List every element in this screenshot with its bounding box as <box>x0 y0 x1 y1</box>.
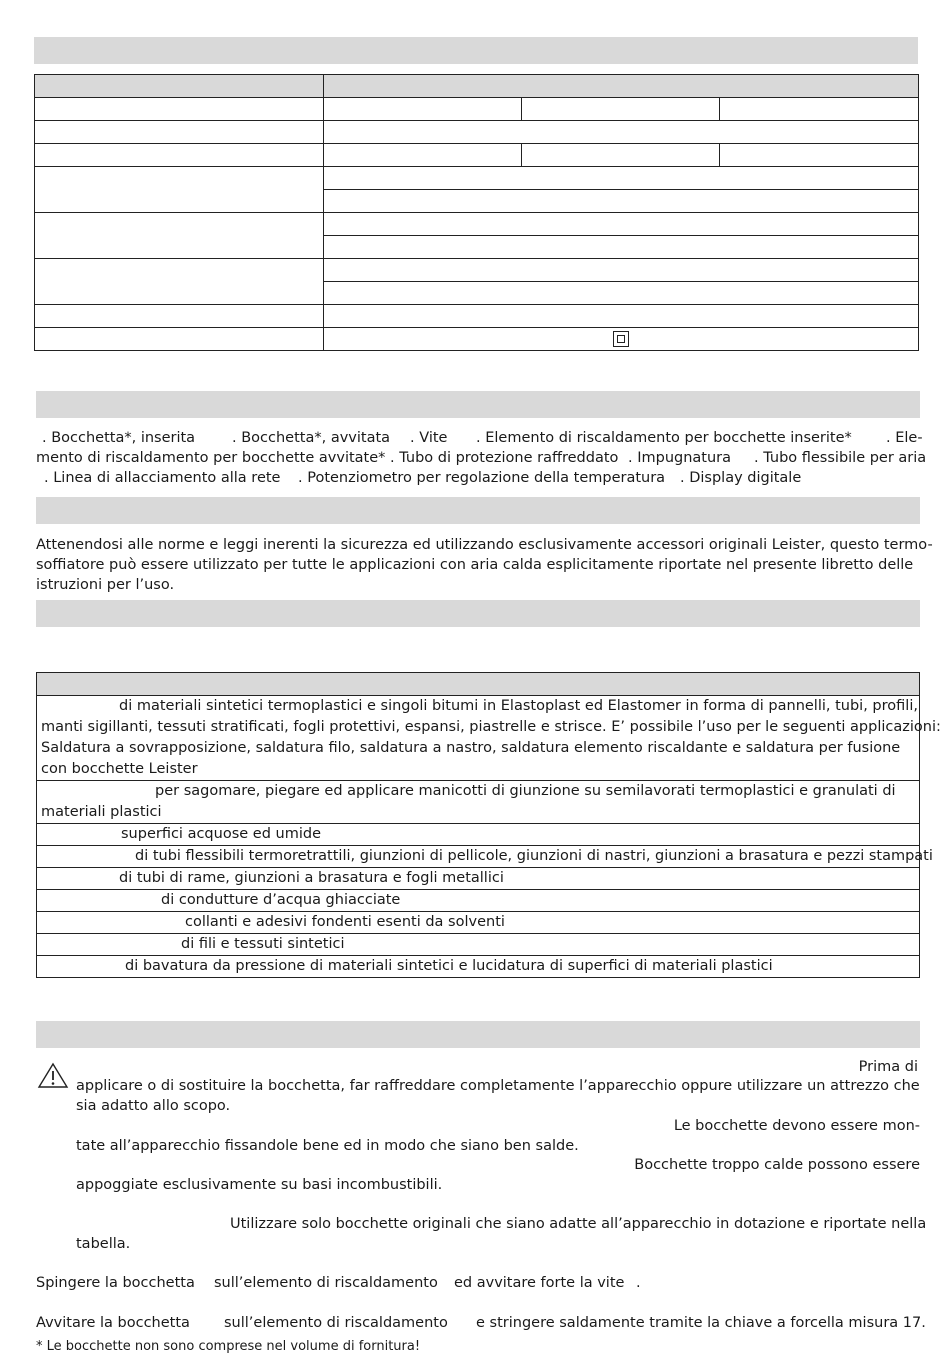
table-row <box>35 121 919 144</box>
table-row: di materiali sintetici termoplastici e singoli bitumi in Elastoplast ed Elastomer in forma di pannelli, tubi, profili, manti sigillanti, tessuti stratificati, fogli protettivi, espansi, piastrelle e strisce. E’ possibile l’uso per le seguenti applicazioni: Saldatura a sovrapposizione, saldatura filo, saldatura a nastro, saldatura elemento riscaldante e saldatura per fusione con bocchette Leister <box>37 696 920 781</box>
section-header-bar <box>36 1021 920 1048</box>
table-row <box>35 305 919 328</box>
table-row <box>35 213 919 236</box>
components-line-1: . Bocchetta*, inserita . Bocchetta*, avvitata . Vite . Elemento di riscaldamento per bocchette inserite* . Ele- <box>42 430 923 446</box>
table-row: superfici acquose ed umide <box>37 824 920 846</box>
double-insulation-icon <box>613 331 629 347</box>
footnote: * Le bocchette non sono comprese nel volume di fornitura! <box>36 1339 421 1354</box>
warning-2-b: tate all’apparecchio fissandole bene ed in modo che siano ben salde. <box>76 1138 579 1154</box>
section-header-bar <box>36 600 920 627</box>
technical-data-table <box>34 74 919 351</box>
intended-use-text: Attenendosi alle norme e leggi inerenti la sicurezza ed utilizzando esclusivamente accessori originali Leister, questo termo- soffiatore può essere utilizzato per tutte le applicazioni con aria calda esplicitamente riportate nel presente libretto delle istruzioni per l’uso. <box>36 537 933 593</box>
table-row <box>35 144 919 167</box>
table-row: di condutture d’acqua ghiacciate <box>37 890 920 912</box>
table-row: collanti e adesivi fondenti esenti da solventi <box>37 912 920 934</box>
table-row <box>35 75 919 98</box>
table-row <box>37 673 920 696</box>
section-header-bar <box>36 497 920 524</box>
table-row: di tubi di rame, giunzioni a brasatura e fogli metallici <box>37 868 920 890</box>
table-row: per sagomare, piegare ed applicare manicotti di giunzione su semilavorati termoplastici e granulati di materiali plastici <box>37 781 920 824</box>
warning-2-a: Le bocchette devono essere mon- <box>673 1118 920 1134</box>
warning-icon <box>37 1062 69 1089</box>
warning-3-a: Bocchette troppo calde possono essere <box>634 1157 920 1173</box>
warning-1-b: applicare o di sostituire la bocchetta, far raffreddare completamente l’apparecchio oppure utilizzare un attrezzo che <box>76 1078 920 1094</box>
push-nozzle-instruction: Spingere la bocchetta sull’elemento di riscaldamento ed avvitare forte la vite . <box>36 1275 641 1291</box>
components-line-2: mento di riscaldamento per bocchette avvitate* . Tubo di protezione raffreddato . Impugnatura . Tubo flessibile per aria <box>36 450 927 466</box>
warning-4-b: tabella. <box>76 1236 131 1252</box>
table-row <box>35 328 919 351</box>
warning-3-b: appoggiate esclusivamente su basi incombustibili. <box>76 1177 443 1193</box>
section-header-bar <box>34 37 918 64</box>
table-row <box>35 167 919 190</box>
warning-4-a: Utilizzare solo bocchette originali che siano adatte all’apparecchio in dotazione e riportate nella <box>230 1216 927 1232</box>
table-row <box>35 259 919 282</box>
table-row: di fili e tessuti sintetici <box>37 934 920 956</box>
warning-1-a: Prima di <box>858 1059 918 1075</box>
table-row: di bavatura da pressione di materiali sintetici e lucidatura di superfici di materiali plastici <box>37 956 920 978</box>
screw-nozzle-instruction: Avvitare la bocchetta sull’elemento di riscaldamento e stringere saldamente tramite la chiave a forcella misura 17. <box>36 1315 926 1331</box>
components-line-3: . Linea di allacciamento alla rete . Potenziometro per regolazione della temperatura . Display digitale <box>44 470 802 486</box>
warning-1-c: sia adatto allo scopo. <box>76 1098 231 1114</box>
table-row: di tubi flessibili termoretrattili, giunzioni di pellicole, giunzioni di nastri, giunzioni a brasatura e pezzi stampati <box>37 846 920 868</box>
applications-table <box>36 672 941 978</box>
table-row <box>35 98 919 121</box>
section-header-bar <box>36 391 920 418</box>
